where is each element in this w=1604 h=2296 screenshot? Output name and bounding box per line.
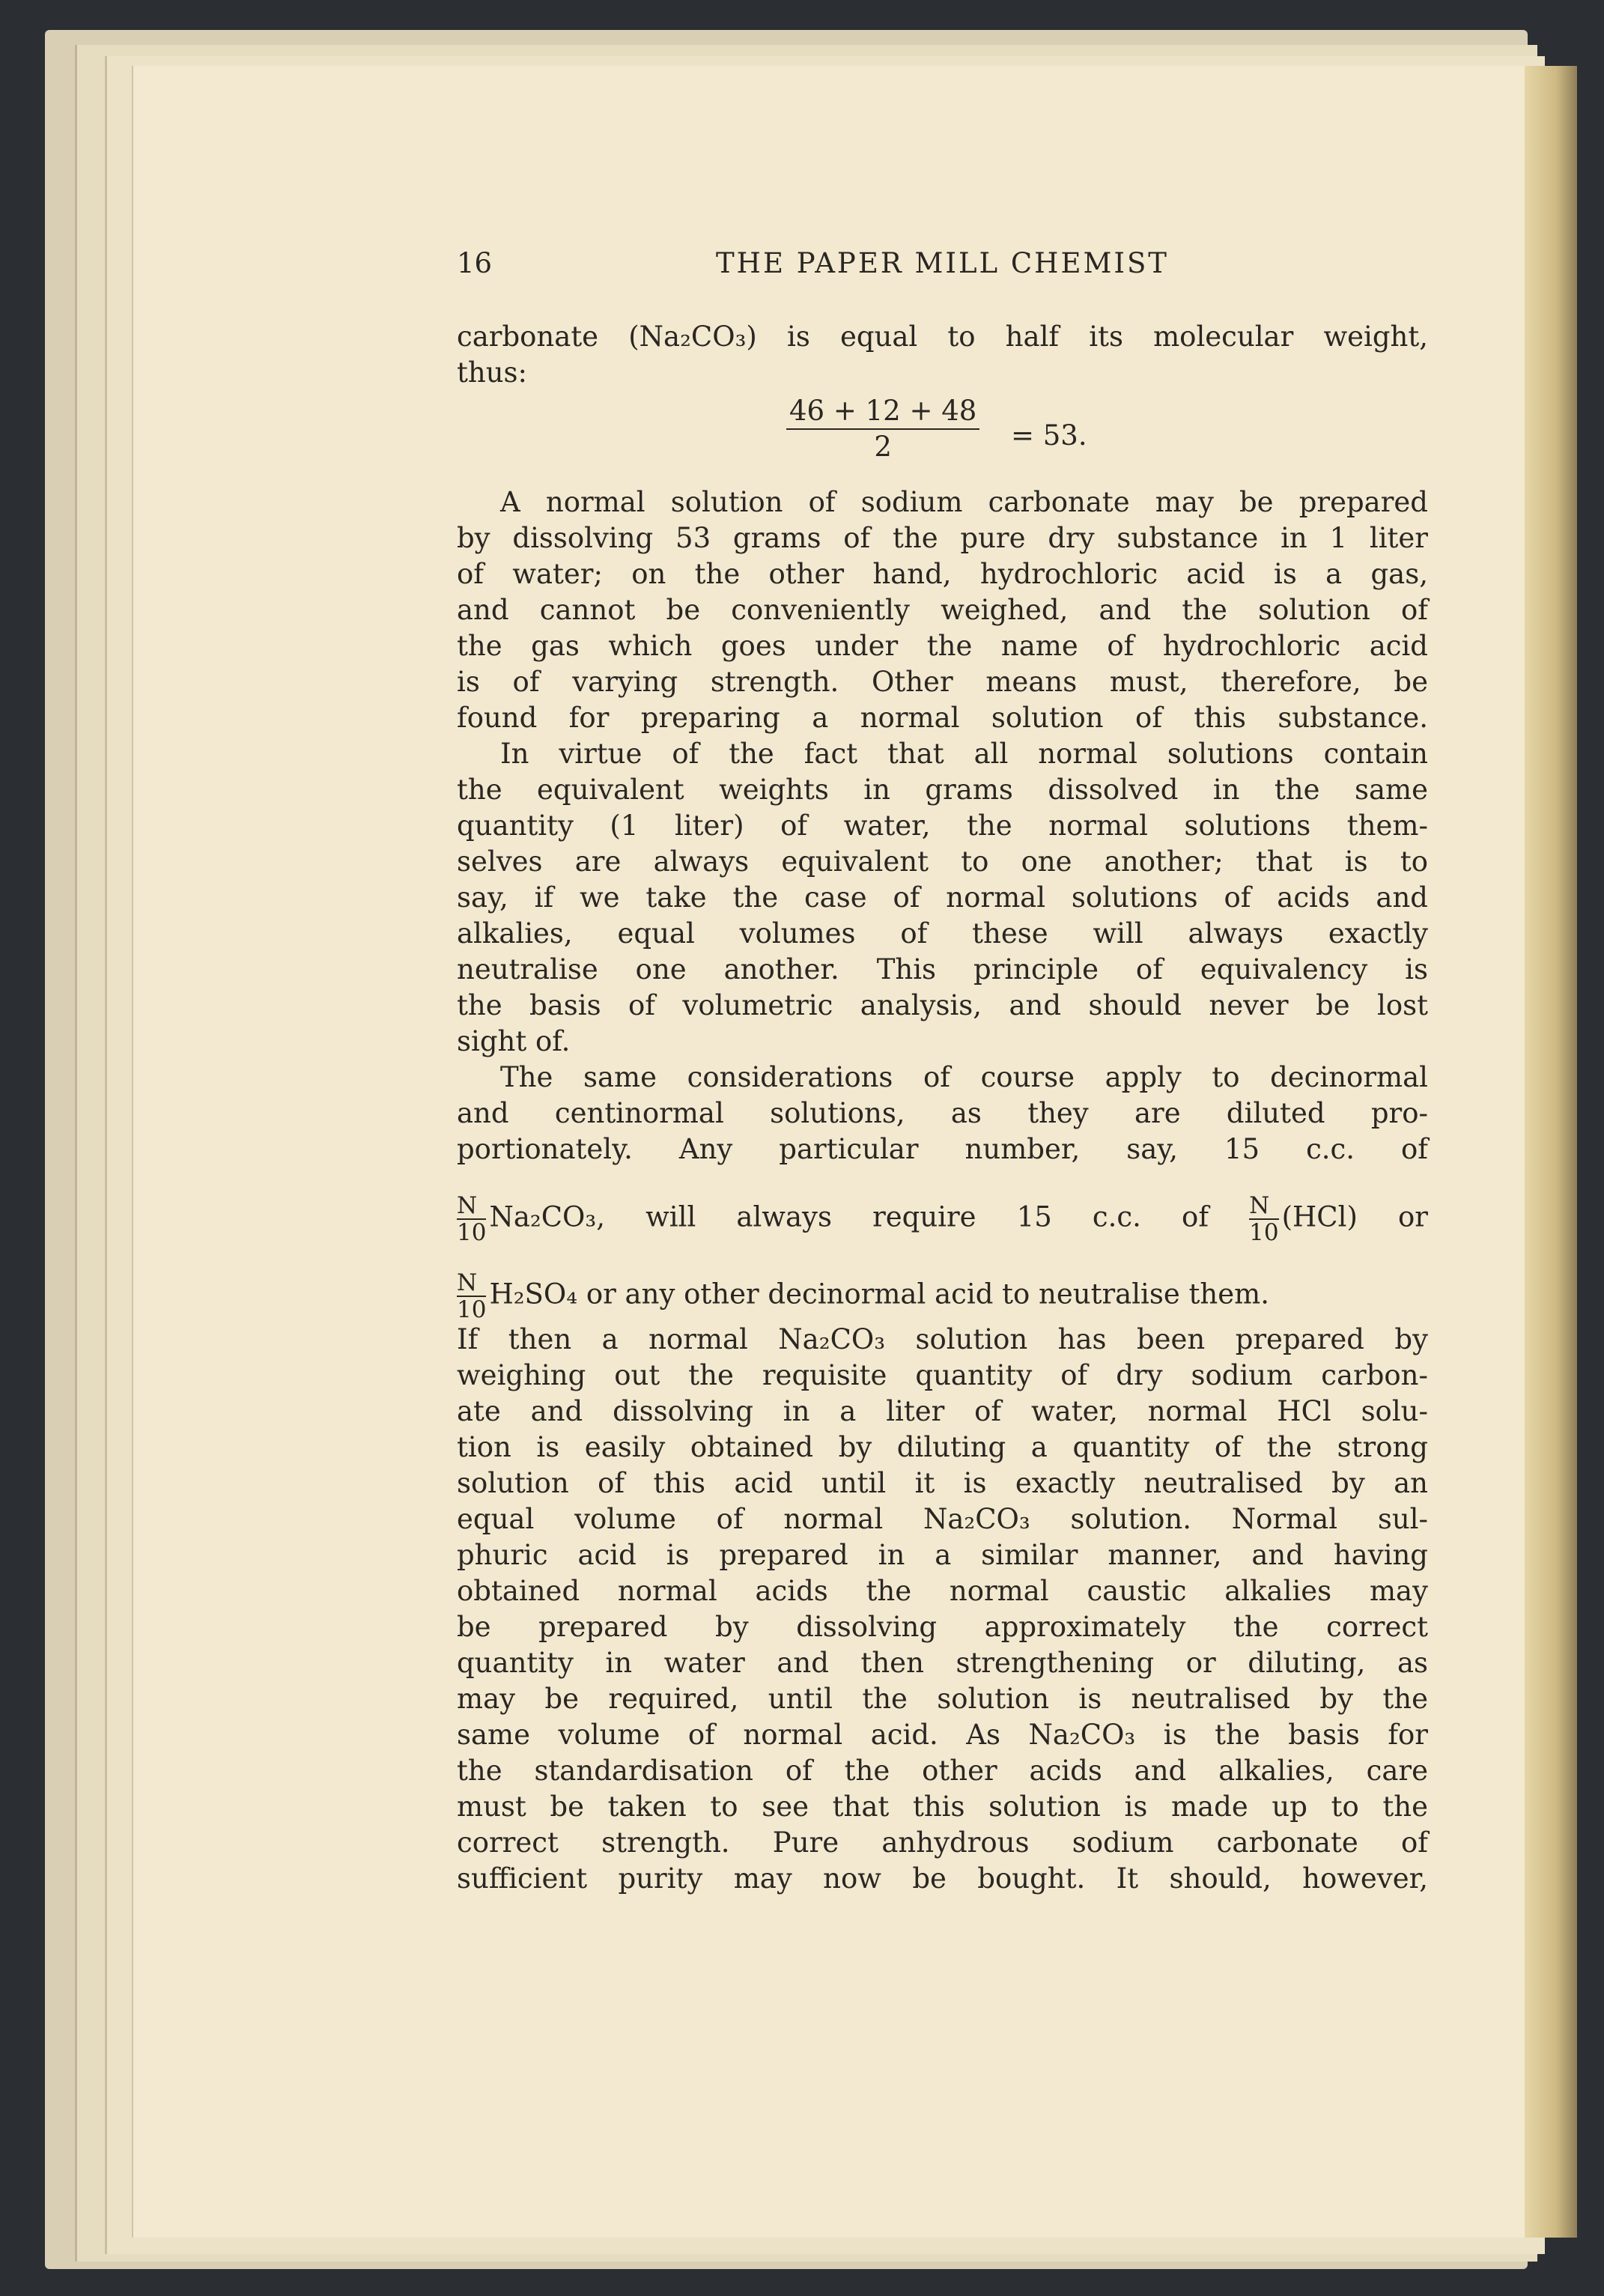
text-line: thus: <box>457 356 527 389</box>
decinormal-fraction: $\frac{N}{10}$ <box>457 1192 487 1246</box>
text-line: the basis of volumetric analysis, and should never be lost <box>457 989 1428 1021</box>
text-line: is of varying strength. Other means must, therefore, be <box>457 666 1428 698</box>
text-line: If then a normal Na₂CO₃ solution has been prepared by <box>457 1323 1428 1355</box>
book-gutter <box>1525 66 1577 2238</box>
text-line: A normal solution of sodium carbonate may be prepared <box>500 486 1428 518</box>
text-line: The same considerations of course apply to decinormal <box>500 1061 1428 1093</box>
text-line: correct strength. Pure anhydrous sodium carbonate of <box>457 1826 1428 1859</box>
text-line: sufficient purity may now be bought. It should, however, <box>457 1862 1428 1895</box>
text-line: phuric acid is prepared in a similar manner, and having <box>457 1539 1428 1571</box>
text-line: ate and dissolving in a liter of water, normal HCl solu- <box>457 1395 1428 1427</box>
text-line: found for preparing a normal solution of this substance. <box>457 702 1428 734</box>
running-title: THE PAPER MILL CHEMIST <box>716 247 1169 279</box>
numerator: 46 + 12 + 48 <box>786 394 979 430</box>
text: Na₂CO₃, <box>489 1200 605 1233</box>
decinormal-fraction: $\frac{N}{10}$ <box>1249 1192 1279 1246</box>
text-line: selves are always equivalent to one another; that is to <box>457 845 1428 878</box>
fraction <box>786 394 979 464</box>
text: H₂SO₄ or any other decinormal acid to neutralise them. <box>489 1278 1269 1311</box>
text: or <box>1398 1200 1428 1233</box>
equation-result: = 53. <box>1011 419 1087 452</box>
decinormal-fraction: $\frac{N}{10}$ <box>457 1269 487 1323</box>
text-line: the gas which goes under the name of hydrochloric acid <box>457 630 1428 662</box>
text-line: must be taken to see that this solution is made up to the <box>457 1791 1428 1823</box>
text-line: say, if we take the case of normal solutions of acids and <box>457 881 1428 914</box>
text-line: weighing out the requisite quantity of dry sodium carbon- <box>457 1359 1428 1391</box>
equation <box>457 391 1428 485</box>
text-line: and cannot be conveniently weighed, and the solution of <box>457 594 1428 626</box>
text-line: neutralise one another. This principle of equivalency is <box>457 953 1428 985</box>
text-line: the equivalent weights in grams dissolved in the same <box>457 774 1428 806</box>
text-line: quantity in water and then strengthening or diluting, as <box>457 1647 1428 1679</box>
fraction-line <box>457 1167 1428 1245</box>
text-line: the standardisation of the other acids and alkalies, care <box>457 1755 1428 1787</box>
text: will always require 15 c.c. of <box>645 1200 1209 1233</box>
page-number: 16 <box>457 247 493 279</box>
text-line: alkalies, equal volumes of these will always exactly <box>457 917 1428 950</box>
text-line: of water; on the other hand, hydrochloric acid is a gas, <box>457 558 1428 590</box>
text-line: tion is easily obtained by diluting a quantity of the strong <box>457 1431 1428 1463</box>
text-line: same volume of normal acid. As Na₂CO₃ is the basis for <box>457 1719 1428 1751</box>
text-line: In virtue of the fact that all normal solutions contain <box>500 738 1428 770</box>
page-body <box>457 319 1428 1897</box>
text-line: may be required, until the solution is neutralised by the <box>457 1683 1428 1715</box>
text: (HCl) <box>1281 1200 1358 1233</box>
fraction-line <box>457 1245 1428 1322</box>
paragraphs <box>457 485 1428 1167</box>
denominator: 2 <box>874 431 892 463</box>
text-line: carbonate (Na₂CO₃) is equal to half its molecular weight, <box>457 321 1428 353</box>
text-line: be prepared by dissolving approximately the correct <box>457 1611 1428 1643</box>
text-line: sight of. <box>457 1025 571 1057</box>
text-line: solution of this acid until it is exactly neutralised by an <box>457 1467 1428 1499</box>
text-line: portionately. Any particular number, say, 15 c.c. of <box>457 1133 1428 1165</box>
text-line: by dissolving 53 grams of the pure dry substance in 1 liter <box>457 522 1428 554</box>
paragraph <box>457 1322 1428 1897</box>
page-header <box>457 247 1428 289</box>
text-line: obtained normal acids the normal caustic alkalies may <box>457 1575 1428 1607</box>
text-line: quantity (1 liter) of water, the normal solutions them- <box>457 810 1428 842</box>
text-line: equal volume of normal Na₂CO₃ solution. Normal sul- <box>457 1503 1428 1535</box>
text-line: and centinormal solutions, as they are diluted pro- <box>457 1097 1428 1129</box>
